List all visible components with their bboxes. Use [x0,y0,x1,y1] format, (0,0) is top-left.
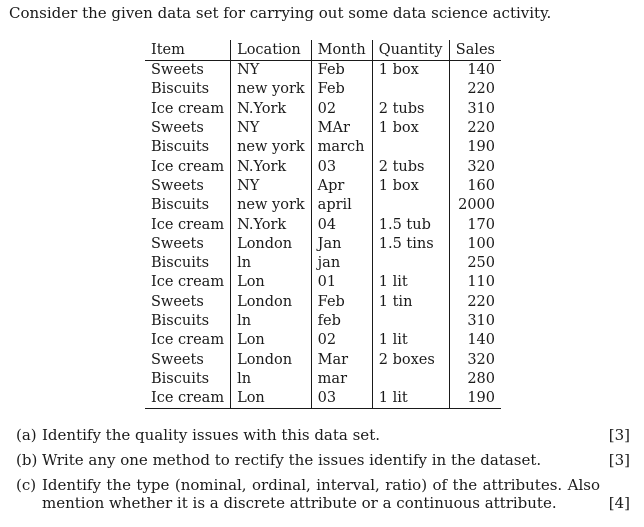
cell-item: Sweets [151,120,204,137]
cell-month: Mar [311,350,372,369]
header-location: Location [231,40,312,61]
cell-item: Biscuits [151,370,210,387]
header-month: Month [311,40,372,61]
cell-sales: 280 [449,370,501,389]
question-marks: [3] [608,451,630,469]
question-marks: [3] [608,426,630,444]
cell-month: 03 [311,157,372,176]
cell-item: Sweets [151,235,204,252]
cell-quantity: 1.5 tub [372,215,449,234]
cell-item: Ice cream [151,274,225,291]
question-text: Identify the quality issues with this data set. [42,426,380,444]
cell-month: 02 [311,100,372,119]
cell-quantity [372,196,449,215]
cell-item: Ice cream [151,332,225,349]
table-header-row [145,40,501,61]
cell-location: NY [231,61,312,81]
cell-month: 03 [311,389,372,409]
cell-month: feb [311,312,372,331]
header-sales: Sales [449,40,501,61]
cell-quantity [372,312,449,331]
cell-sales: 170 [449,215,501,234]
cell-sales: 190 [449,138,501,157]
cell-sales: 320 [449,350,501,369]
table-row [145,254,501,273]
cell-quantity: 2 tubs [372,157,449,176]
questions-list [16,426,630,519]
cell-month: mar [311,370,372,389]
cell-location: N.York [231,157,312,176]
question-marks: [4] [608,494,630,512]
cell-sales: 310 [449,312,501,331]
cell-month: Feb [311,61,372,81]
question-a [16,426,630,444]
cell-quantity [372,138,449,157]
cell-item: Sweets [151,62,204,79]
cell-item: Ice cream [151,158,225,175]
cell-month: april [311,196,372,215]
cell-item: Sweets [151,293,204,310]
cell-sales: 140 [449,61,501,81]
cell-sales: 250 [449,254,501,273]
table-row [145,312,501,331]
cell-location: NY [231,177,312,196]
cell-quantity: 1 lit [372,331,449,350]
question-label: (b) [16,451,38,469]
cell-location: Lon [231,389,312,409]
table-row [145,350,501,369]
cell-quantity [372,254,449,273]
cell-sales: 160 [449,177,501,196]
cell-month: 04 [311,215,372,234]
cell-month: Apr [311,177,372,196]
cell-sales: 220 [449,119,501,138]
cell-item: Biscuits [151,313,210,329]
intro-text: Consider the given data set for carrying out some data science activity. [9,4,552,22]
cell-item: Sweets [151,177,204,194]
cell-location: Lon [231,273,312,292]
cell-location: Lon [231,331,312,350]
question-text: Write any one method to rectify the issues identify in the dataset. [42,451,542,469]
cell-location: London [231,235,312,254]
cell-sales: 220 [449,293,501,312]
question-b [16,451,630,469]
table-row [145,119,501,138]
table-row [145,100,501,119]
table-row [145,61,501,81]
cell-location: new york [231,80,312,99]
cell-month: 02 [311,331,372,350]
cell-month: Jan [311,235,372,254]
cell-item: Biscuits [151,81,210,98]
cell-sales: 310 [449,100,501,119]
cell-quantity: 1 tin [372,293,449,312]
cell-quantity [372,80,449,99]
cell-quantity: 1 box [372,119,449,138]
cell-quantity: 1 lit [372,389,449,409]
table-row [145,215,501,234]
cell-quantity: 2 tubs [372,100,449,119]
cell-item: Ice cream [151,100,225,117]
cell-sales: 320 [449,157,501,176]
question-label: (c) [16,476,37,494]
table-row [145,389,501,409]
cell-item: Ice cream [151,216,225,233]
cell-location: N.York [231,100,312,119]
table-row [145,235,501,254]
table-row [145,138,501,157]
cell-location: London [231,293,312,312]
question-c [16,476,630,512]
cell-location: London [231,350,312,369]
cell-item: Sweets [151,351,204,368]
cell-month: Feb [311,80,372,99]
cell-sales: 140 [449,331,501,350]
cell-sales: 190 [449,389,501,409]
cell-month: 01 [311,273,372,292]
question-text: Identify the type (nominal, ordinal, interval, ratio) of the attributes. Also mention whether it is a discrete attribute or a continuous attribute. [42,476,600,512]
table-row [145,80,501,99]
cell-quantity: 1.5 tins [372,235,449,254]
table-row [145,331,501,350]
cell-location: N.York [231,215,312,234]
cell-location: new york [231,138,312,157]
table-row [145,196,501,215]
cell-quantity [372,370,449,389]
cell-sales: 2000 [449,196,501,215]
cell-location: new york [231,196,312,215]
cell-quantity: 1 box [372,61,449,81]
cell-month: Feb [311,293,372,312]
cell-item: Biscuits [151,197,210,214]
table-row [145,293,501,312]
cell-sales: 110 [449,273,501,292]
table-row [145,273,501,292]
table-row [145,157,501,176]
data-table [145,40,501,409]
cell-item: Biscuits [151,255,210,272]
question-label: (a) [16,426,37,444]
cell-location: ln [231,312,312,331]
header-item: Item [145,40,231,61]
cell-month: MAr [311,119,372,138]
table-row [145,370,501,389]
cell-location: NY [231,119,312,138]
cell-item: Biscuits [151,139,210,156]
cell-month: march [311,138,372,157]
cell-sales: 220 [449,80,501,99]
cell-quantity: 1 box [372,177,449,196]
cell-sales: 100 [449,235,501,254]
header-quantity: Quantity [372,40,449,61]
table-row [145,177,501,196]
cell-location: ln [231,370,312,389]
cell-quantity: 2 boxes [372,350,449,369]
cell-item: Ice cream [145,389,231,409]
cell-month: jan [311,254,372,273]
cell-quantity: 1 lit [372,273,449,292]
table-body [145,61,501,409]
data-table-container [145,40,501,409]
cell-location: ln [231,254,312,273]
